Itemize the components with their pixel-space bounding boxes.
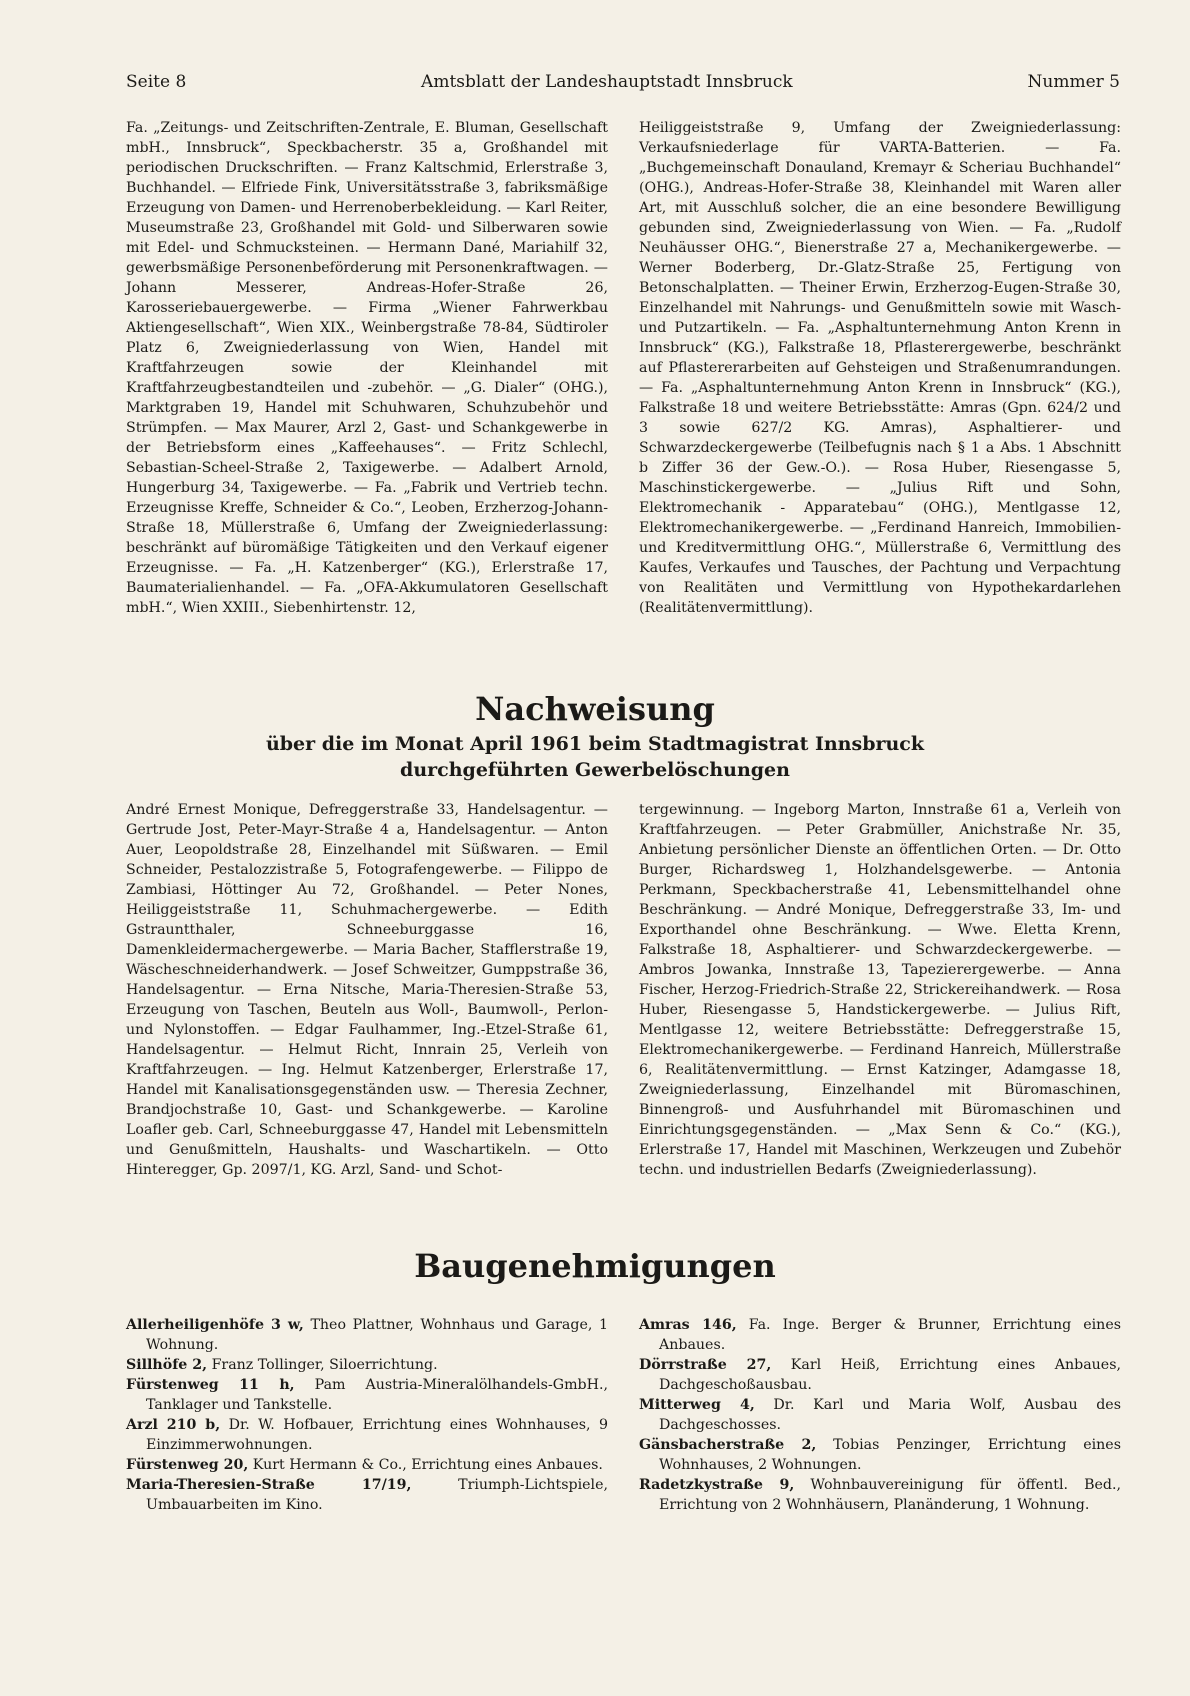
entry-text: Tobias Penzinger, Errichtung eines Wohnhauses, 2 Wohnungen. (659, 1437, 1121, 1473)
list-item (126, 1355, 608, 1375)
list-item (126, 1375, 608, 1415)
list-item (126, 1315, 608, 1355)
column-left (126, 118, 608, 618)
entry-location: Amras 146, (639, 1317, 737, 1333)
paragraph: Fa. „Zeitungs- und Zeitschriften-Zentrale, E. Bluman, Gesellschaft mbH., Innsbruck“, Speckbacherstr. 35 a, Großhandel mit periodischen Druckschriften. — Franz Kaltschmid, Erlerstraße 3, Buchhandel. — Elfriede Fink, Universitätsstraße 3, fabriksmäßige Erzeugung von Damen- und Herrenoberbekleidung. — Karl Reiter, Museumstraße 23, Großhandel mit Gold- und Silberwaren sowie mit Edel- und Schmucksteinen. — Hermann Dané, Mariahilf 32, gewerbsmäßige Personenbeförderung mit Personenkraftwagen. — Johann Messerer, Andreas-Hofer-Straße 26, Karosseriebauergewerbe. — Firma „Wiener Fahrwerkbau Aktiengesellschaft“, Wien XIX., Weinbergstraße 78-84, Südtiroler Platz 6, Zweigniederlassung von Wien, Handel mit Kraftfahrzeugen sowie der Kleinhandel mit Kraftfahrzeugbestandteilen und -zubehör. — „G. Dialer“ (OHG.), Marktgraben 19, Handel mit Schuhwaren, Schuhzubehör und Strümpfen. — Max Maurer, Arzl 2, Gast- und Schankgewerbe in der Betriebsform eines „Kaffeehauses“. — Fritz Schlechl, Sebastian-Scheel-Straße 2, Taxigewerbe. — Adalbert Arnold, Hungerburg 34, Taxigewerbe. — Fa. „Fabrik und Vertrieb techn. Erzeugnisse Kreffe, Schneider & Co.“, Leoben, Erzherzog-Johann-Straße 18, Müllerstraße 6, Umfang der Zweigniederlassung: beschränkt auf büromäßige Tätigkeiten und den Verkauf eigener Erzeugnisse. — Fa. „H. Katzenberger“ (KG.), Erlerstraße 17, Baumaterialienhandel. — Fa. „OFA-Akkumulatoren Gesellschaft mbH.“, Wien XXIII., Siebenhirtenstr. 12, (126, 120, 608, 616)
list-item (126, 1475, 608, 1515)
list-item (126, 1415, 608, 1455)
registrations-section (126, 118, 1121, 618)
building-permits-section (126, 1315, 1121, 1515)
paragraph: tergewinnung. — Ingeborg Marton, Innstraße 61 a, Verleih von Kraftfahrzeugen. — Peter Grabmüller, Anichstraße Nr. 35, Anbietung persönlicher Dienste an öffentlichen Orten. — Dr. Otto Burger, Richardsweg 1, Holzhandelsgewerbe. — Antonia Perkmann, Speckbacherstraße 41, Lebensmittelhandel ohne Beschränkung. — André Monique, Defreggerstraße 33, Im- und Exporthandel ohne Beschränkung. — Wwe. Eletta Krenn, Falkstraße 18, Asphaltierer- und Schwarzdeckergewerbe. — Ambros Jowanka, Innstraße 13, Tapezierergewerbe. — Anna Fischer, Herzog-Friedrich-Straße 22, Strickereihandwerk. — Rosa Huber, Riesengasse 5, Handstickergewerbe. — Julius Rift, Mentlgasse 12, weitere Betriebsstätte: Defreggerstraße 15, Elektromechanikergewerbe. — Ferdinand Hanreich, Müllerstraße 6, Realitätenvermittlung. — Ernst Katzinger, Adamgasse 18, Zweigniederlassung, Einzelhandel mit Büromaschinen, Binnengroß- und Ausfuhrhandel mit Büromaschinen und Einrichtungsgegenständen. — „Max Senn & Co.“ (KG.), Erlerstraße 17, Handel mit Maschinen, Werkzeugen und Zubehör techn. und industriellen Bedarfs (Zweigniederlassung). (639, 802, 1121, 1178)
page-number: Seite 8 (126, 72, 187, 92)
entry-location: Mitterweg 4, (639, 1397, 755, 1413)
entry-text: Fa. Inge. Berger & Brunner, Errichtung eines Anbaues. (659, 1317, 1121, 1353)
paragraph: Heiliggeiststraße 9, Umfang der Zweigniederlassung: Verkaufsniederlage für VARTA-Batterien. — Fa. „Buchgemeinschaft Donauland, Kremayr & Scheriau Buchhandel“ (OHG.), Andreas-Hofer-Straße 38, Kleinhandel mit Waren aller Art, mit Ausschluß solcher, die an eine besondere Bewilligung gebunden sind, Zweigniederlassung von Wien. — Fa. „Rudolf Neuhäusser OHG.“, Bienerstraße 27 a, Mechanikergewerbe. — Werner Boderberg, Dr.-Glatz-Straße 25, Fertigung von Betonschalplatten. — Theiner Erwin, Erzherzog-Eugen-Straße 30, Einzelhandel mit Nahrungs- und Genußmitteln sowie mit Wasch- und Putzartikeln. — Fa. „Asphaltunternehmung Anton Krenn in Innsbruck“ (KG.), Falkstraße 18, Pflasterergewerbe, beschränkt auf Pflastererarbeiten auf Gehsteigen und Straßenumrandungen. — Fa. „Asphaltunternehmung Anton Krenn in Innsbruck“ (KG.), Falkstraße 18 und weitere Betriebsstätte: Amras (Gpn. 624/2 und 3 sowie 627/2 KG. Amras), Asphaltierer- und Schwarzdeckergewerbe (Teilbefugnis nach § 1 a Abs. 1 Abschnitt b Ziffer 36 der Gew.-O.). — Rosa Huber, Riesengasse 5, Maschinstickergewerbe. — „Julius Rift und Sohn, Elektromechanik - Apparatebau“ (OHG.), Mentlgasse 12, Elektromechanikergewerbe. — „Ferdinand Hanreich, Immobilien- und Kreditvermittlung OHG.“, Müllerstraße 6, Vermittlung des Kaufes, Verkaufes und Tausches, der Pachtung und Verpachtung von Realitäten und Vermittlung von Hypothekardarlehen (Realitätenvermittlung). (639, 120, 1121, 616)
section-title: Nachweisung (475, 690, 715, 728)
column-right (639, 1315, 1121, 1515)
entry-location: Radetzkystraße 9, (639, 1477, 795, 1493)
entry-text: Triumph-Lichtspiele, Umbauarbeiten im Kino. (146, 1477, 608, 1513)
entry-text: Pam Austria-Mineralölhandels-GmbH., Tanklager und Tankstelle. (146, 1377, 608, 1413)
column-left (126, 800, 608, 1180)
section-title: Baugenehmigungen (414, 1247, 776, 1285)
section-subtitle: durchgeführten Gewerbelöschungen (400, 759, 790, 781)
publication-title: Amtsblatt der Landeshauptstadt Innsbruck (421, 72, 793, 92)
entry-location: Allerheiligenhöfe 3 w, (126, 1317, 304, 1333)
entry-text: Wohnbauvereinigung für öffentl. Bed., Errichtung von 2 Wohnhäusern, Planänderung, 1 Wohnung. (659, 1477, 1121, 1513)
entry-location: Dörrstraße 27, (639, 1357, 772, 1373)
column-right (639, 800, 1121, 1180)
entry-text: Dr. W. Hofbauer, Errichtung eines Wohnhauses, 9 Einzimmerwohnungen. (146, 1417, 608, 1453)
entry-location: Gänsbacherstraße 2, (639, 1437, 817, 1453)
entry-text: Kurt Hermann & Co., Errichtung eines Anbaues. (248, 1457, 603, 1473)
column-right (639, 118, 1121, 618)
entry-text: Karl Heiß, Errichtung eines Anbaues, Dachgeschoßausbau. (659, 1357, 1121, 1393)
entry-location: Arzl 210 b, (126, 1417, 221, 1433)
issue-number: Nummer 5 (1027, 72, 1120, 92)
section-subtitle: über die im Monat April 1961 beim Stadtmagistrat Innsbruck (265, 733, 925, 755)
entry-location: Sillhöfe 2, (126, 1357, 208, 1373)
list-item (126, 1455, 608, 1475)
list-item (639, 1355, 1121, 1395)
entry-location: Fürstenweg 20, (126, 1457, 249, 1473)
entry-text: Dr. Karl und Maria Wolf, Ausbau des Dachgeschosses. (659, 1397, 1121, 1433)
paragraph: André Ernest Monique, Defreggerstraße 33, Handelsagentur. — Gertrude Jost, Peter-Mayr-Straße 4 a, Handelsagentur. — Anton Auer, Leopoldstraße 28, Einzelhandel mit Süßwaren. — Emil Schneider, Pestalozzistraße 5, Fotografengewerbe. — Filippo de Zambiasi, Höttinger Au 72, Großhandel. — Peter Nones, Heiliggeiststraße 11, Schuhmachergewerbe. — Edith Gstrauntthaler, Schneeburggasse 16, Damenkleidermachergewerbe. — Maria Bacher, Stafflerstraße 19, Wäscheschneiderhandwerk. — Josef Schweitzer, Gumppstraße 36, Handelsagentur. — Erna Nitsche, Maria-Theresien-Straße 53, Erzeugung von Taschen, Beuteln aus Woll-, Baumwoll-, Perlon- und Nylonstoffen. — Edgar Faulhammer, Ing.-Etzel-Straße 61, Handelsagentur. — Helmut Richt, Innrain 25, Verleih von Kraftfahrzeugen. — Ing. Helmut Katzenberger, Erlerstraße 17, Handel mit Kanalisationsgegenständen usw. — Theresia Zechner, Brandjochstraße 10, Gast- und Schankgewerbe. — Karoline Loafler geb. Carl, Schneeburggasse 47, Handel mit Lebensmitteln und Genußmitteln, Haushalts- und Waschartikeln. — Otto Hinteregger, Gp. 2097/1, KG. Arzl, Sand- und Schot- (126, 802, 608, 1178)
column-left (126, 1315, 608, 1515)
entry-text: Theo Plattner, Wohnhaus und Garage, 1 Wohnung. (146, 1317, 608, 1353)
entry-text: Franz Tollinger, Siloerrichtung. (207, 1357, 438, 1373)
list-item (639, 1475, 1121, 1515)
page-header (126, 68, 1120, 96)
list-item (639, 1395, 1121, 1435)
deletions-section (126, 800, 1121, 1180)
entry-location: Fürstenweg 11 h, (126, 1377, 295, 1393)
entry-location: Maria-Theresien-Straße 17/19, (126, 1477, 412, 1493)
list-item (639, 1315, 1121, 1355)
list-item (639, 1435, 1121, 1475)
